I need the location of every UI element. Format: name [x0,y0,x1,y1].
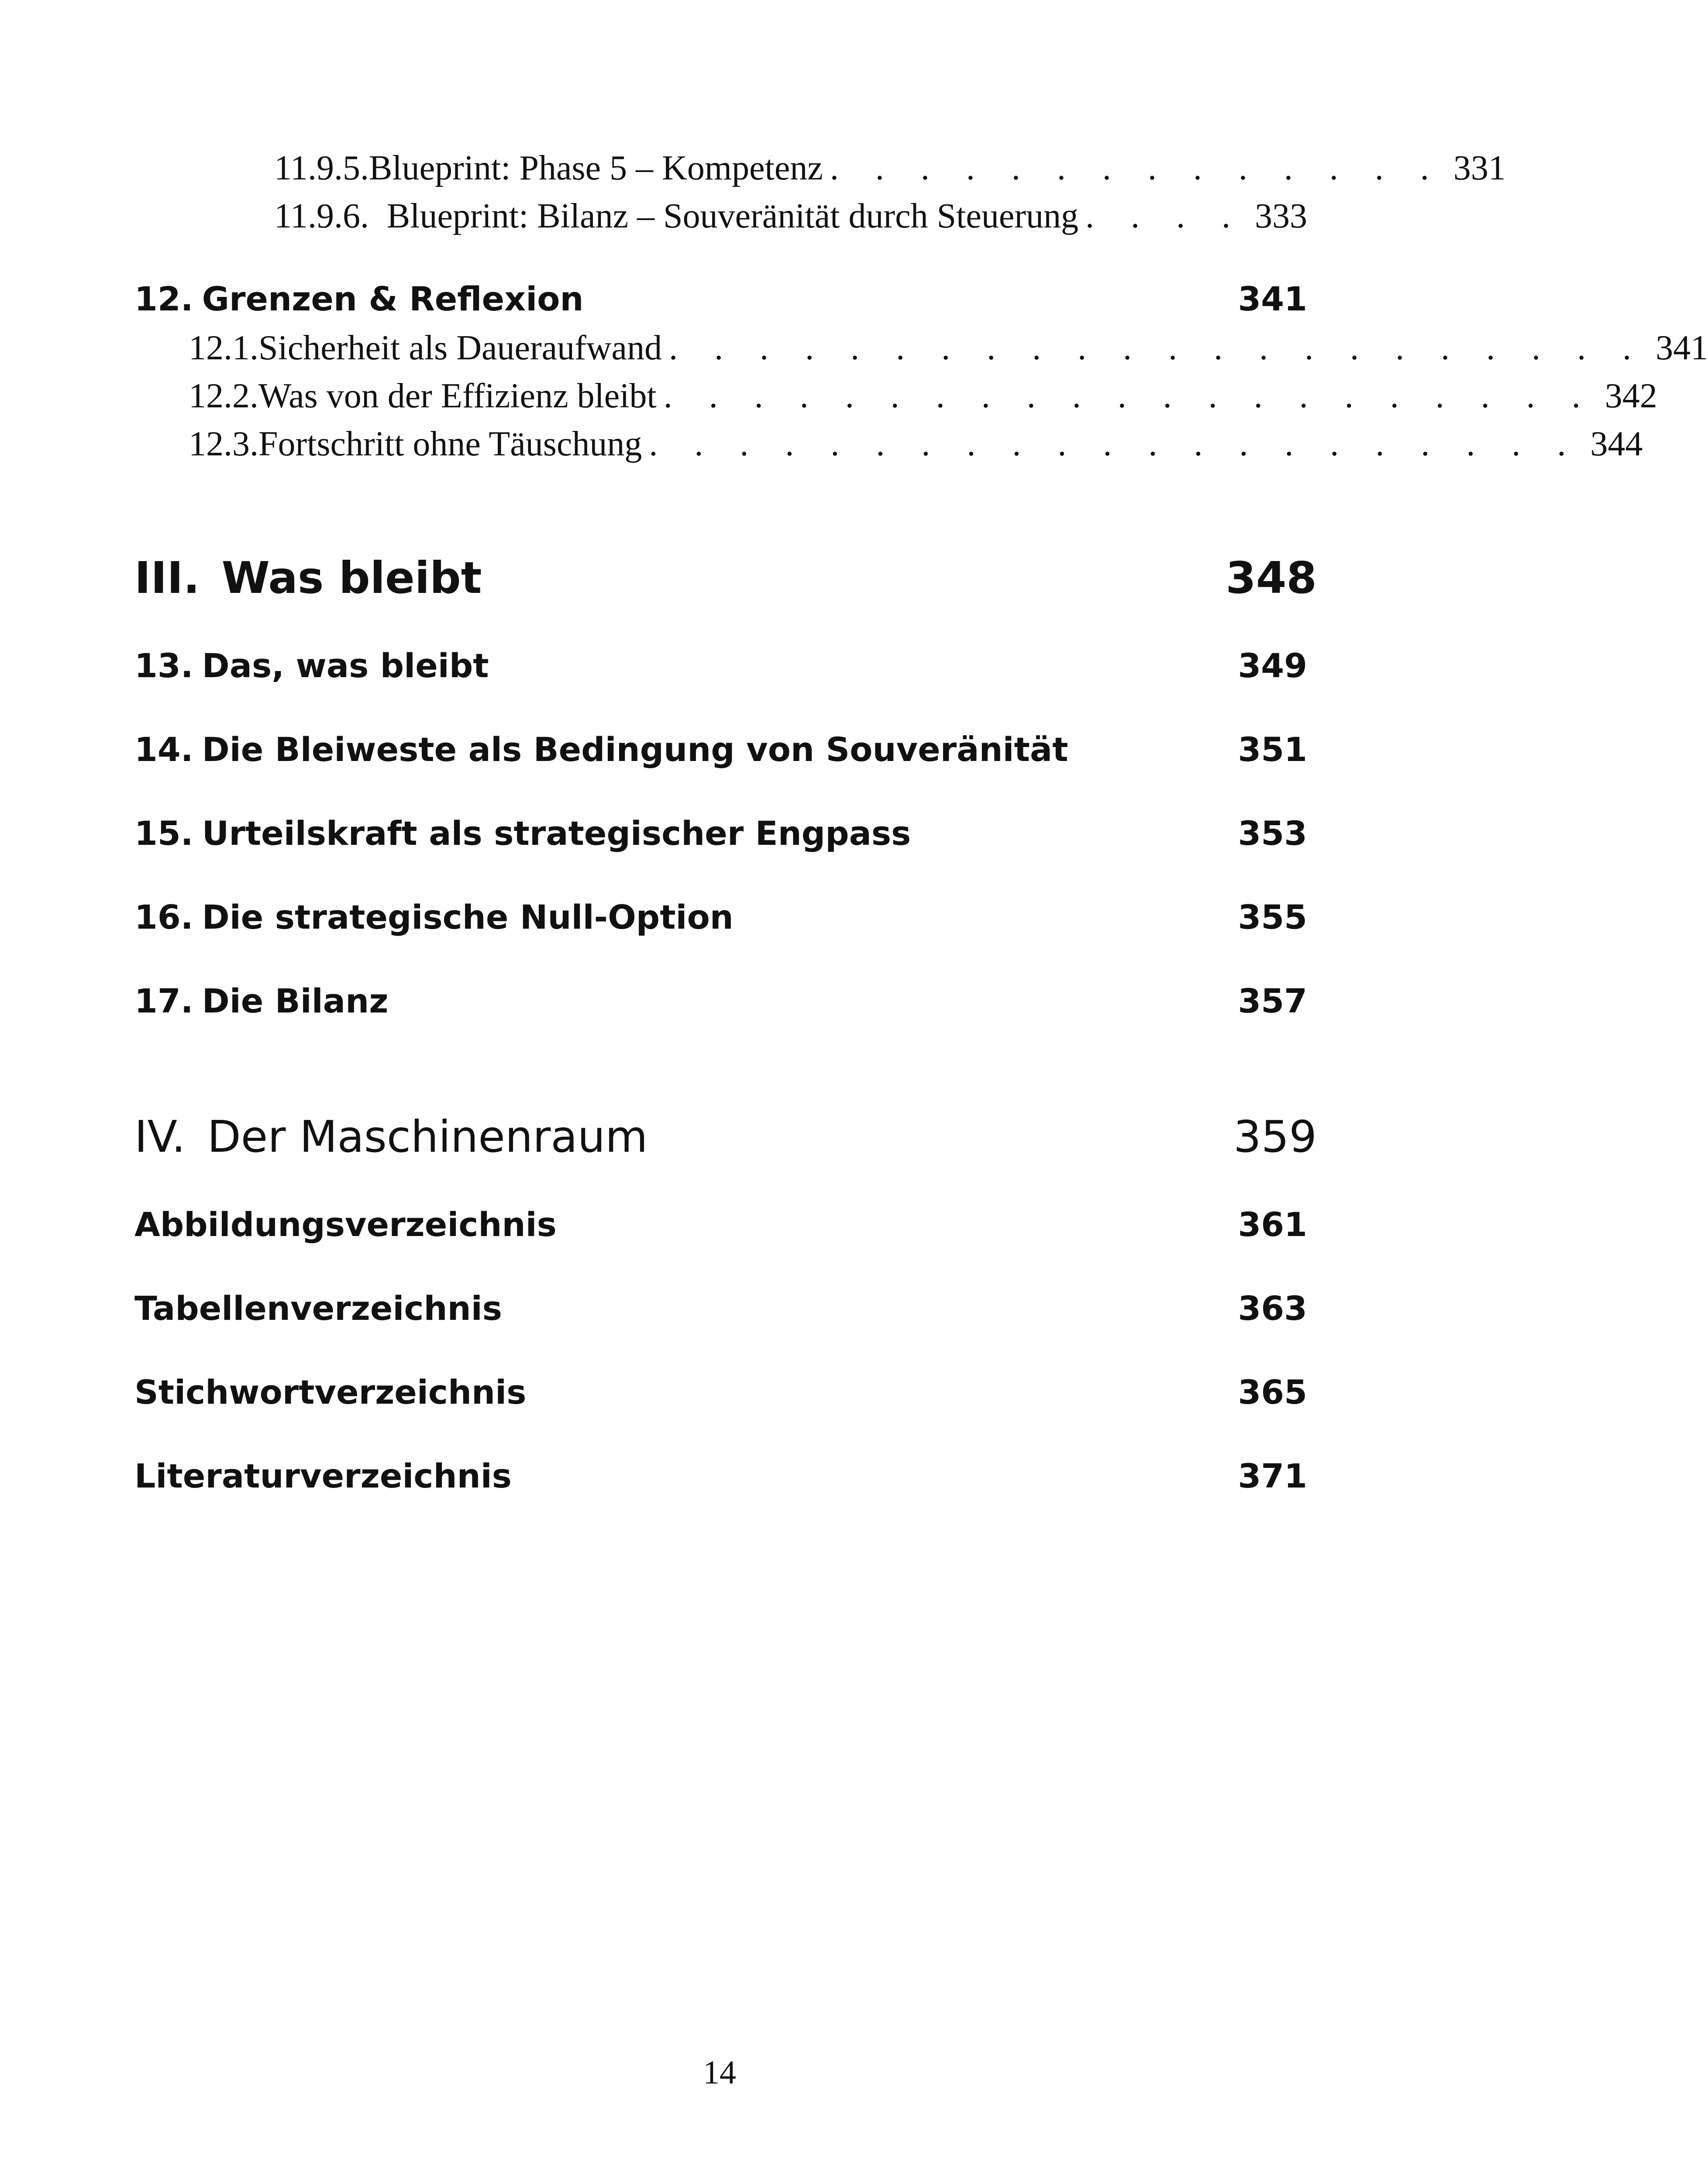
toc-entry-title: Blueprint: Bilanz – Souveränität durch Steuerung [386,197,1078,235]
toc-chapter-title: Grenzen & Reflexion [202,279,584,318]
toc-chapter-13[interactable] [134,646,1307,685]
toc-leader-dots: . . . . . . . . . . . . . . [830,149,1443,187]
toc-part-page: 359 [1233,1111,1317,1162]
page-number: 14 [703,2054,736,2091]
toc-entry-page: 344 [1590,425,1643,463]
toc-chapter-page: 353 [1238,814,1307,853]
toc-entry-page: 341 [1656,329,1708,367]
toc-chapter-title: Die Bilanz [202,981,389,1020]
toc-chapter-title: Urteilskraft als strategischer Engpass [202,814,911,853]
toc-chapter-page: 365 [1238,1373,1307,1412]
toc-entry-number: 12.2. [189,377,258,415]
toc-entry-11-9-5[interactable] [274,148,1506,188]
toc-entry-tabellenverzeichnis[interactable] [134,1289,1307,1328]
toc-entry-12-3[interactable] [189,424,1643,464]
toc-chapter-number: 13. [134,646,193,685]
toc-entry-number: 11.9.5. [274,149,369,187]
toc-entry-stichwortverzeichnis[interactable] [134,1373,1307,1412]
toc-chapter-title: Die Bleiweste als Bedingung von Souveränität [202,730,1068,769]
toc-entry-page: 342 [1605,377,1657,415]
toc-part-3[interactable] [134,552,1317,603]
toc-entry-title: Was von der Effizienz bleibt [258,377,657,415]
toc-chapter-page: 355 [1238,898,1307,937]
toc-part-page: 348 [1226,552,1317,603]
toc-chapter-title: Stichwortverzeichnis [134,1373,527,1412]
toc-chapter-17[interactable] [134,981,1307,1020]
toc-entry-abbildungsverzeichnis[interactable] [134,1205,1307,1244]
toc-chapter-number: 12. [134,279,193,318]
toc-chapter-page: 357 [1238,981,1307,1020]
toc-part-number: III. [134,552,200,603]
toc-chapter-page: 371 [1238,1457,1307,1495]
toc-chapter-title: Die strategische Null-Option [202,898,733,937]
toc-chapter-number: 15. [134,814,193,853]
toc-part-4[interactable] [134,1111,1317,1162]
toc-chapter-page: 349 [1238,646,1307,685]
toc-part-number: IV. [134,1111,186,1162]
toc-chapter-title: Abbildungsverzeichnis [134,1205,557,1244]
toc-chapter-title: Das, was bleibt [202,646,489,685]
toc-chapter-number: 17. [134,981,193,1020]
toc-leader-dots: . . . . . . . . . . . . . . . . . . . . . [649,425,1580,463]
toc-part-title: Was bleibt [221,552,482,603]
toc-chapter-16[interactable] [134,898,1307,937]
toc-chapter-number: 14. [134,730,193,769]
toc-entry-number: 12.3. [189,425,258,463]
toc-part-title: Der Maschinenraum [207,1111,648,1162]
toc-chapter-page: 341 [1238,279,1307,318]
toc-chapter-page: 363 [1238,1289,1307,1328]
toc-chapter-number: 16. [134,898,193,937]
toc-leader-dots: . . . . . . . . . . . . . . . . . . . . . . [669,329,1646,367]
toc-chapter-14[interactable] [134,730,1307,769]
toc-chapter-title: Literaturverzeichnis [134,1457,512,1495]
toc-entry-number: 12.1. [189,329,258,367]
toc-entry-title: Fortschritt ohne Täuschung [258,425,642,463]
toc-entry-11-9-6[interactable] [274,196,1307,236]
toc-entry-title: Blueprint: Phase 5 – Kompetenz [369,149,823,187]
toc-leader-dots: . . . . [1085,197,1244,235]
toc-chapter-12[interactable] [134,279,1307,318]
toc-entry-12-1[interactable] [189,328,1708,368]
toc-entry-page: 331 [1453,149,1506,187]
toc-entry-number: 11.9.6. [274,197,369,235]
toc-chapter-title: Tabellenverzeichnis [134,1289,502,1328]
toc-entry-page: 333 [1255,197,1307,235]
toc-leader-dots: . . . . . . . . . . . . . . . . . . . . . [663,377,1594,415]
toc-chapter-15[interactable] [134,814,1307,853]
toc-entry-12-2[interactable] [189,376,1657,416]
toc-chapter-page: 351 [1238,730,1307,769]
toc-chapter-page: 361 [1238,1205,1307,1244]
toc-entry-literaturverzeichnis[interactable] [134,1457,1307,1495]
toc-entry-title: Sicherheit als Daueraufwand [258,329,662,367]
